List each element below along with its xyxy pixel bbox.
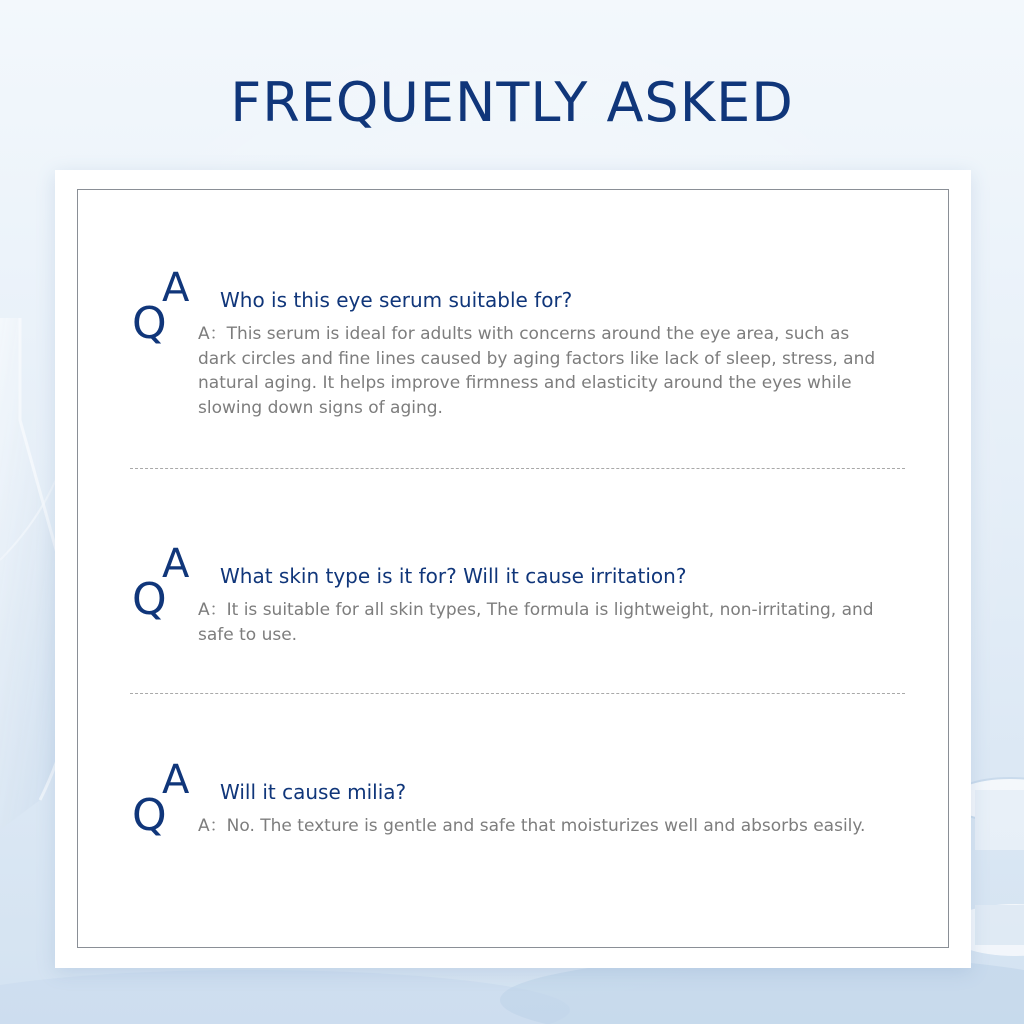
faq-card-border	[77, 189, 949, 948]
faq-answer: A：It is suitable for all skin types, The formula is lightweight, non-irritating, and safe to use.	[198, 600, 874, 645]
faq-question: What skin type is it for? Will it cause irritation?	[220, 564, 687, 588]
faq-answer: A：This serum is ideal for adults with concerns around the eye area, such as dark circles and fine lines caused by aging factors like lack of sleep, stress, and natural aging. It helps improve firmness and elasticity around the eyes while slowing down signs of aging.	[198, 324, 876, 418]
qa-icon-letter-q: Q	[132, 574, 167, 625]
qa-icon-letter-a: A	[162, 541, 190, 587]
faq-answer: A：No. The texture is gentle and safe that moisturizes well and absorbs easily.	[198, 816, 866, 836]
faq-question: Who is this eye serum suitable for?	[220, 288, 573, 312]
page-title: FREQUENTLY ASKED	[230, 71, 794, 134]
qa-icon-letter-q: Q	[132, 298, 167, 349]
faq-divider	[130, 693, 905, 694]
qa-icon-letter-a: A	[162, 265, 190, 311]
qa-icon-letter-a: A	[162, 757, 190, 803]
faq-card	[55, 170, 971, 968]
faq-question: Will it cause milia?	[220, 780, 407, 804]
faq-divider	[130, 468, 905, 469]
qa-icon	[130, 757, 210, 852]
qa-icon-letter-q: Q	[132, 790, 167, 841]
